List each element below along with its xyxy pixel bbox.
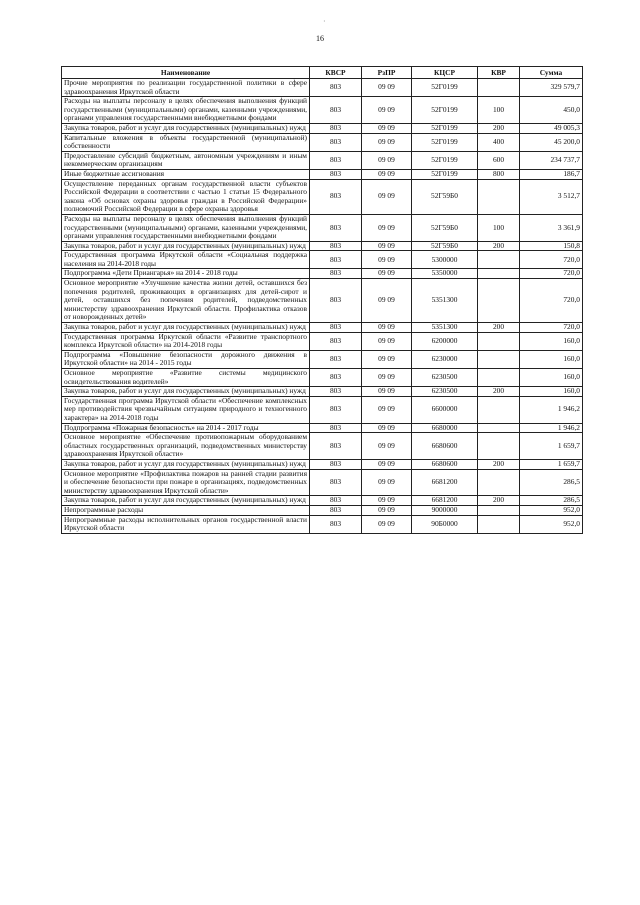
cell-name: Осуществление переданных органам государственной власти субъектов Российской Федерации в соответствии с частью 1 статьи 15 Федерального закона «Об основах охраны здоровья граждан в Российской Федерации» полномочий Российской Федерации в сфере охраны здоровья	[62, 179, 310, 214]
cell-rzpr: 09 09	[362, 179, 412, 214]
cell-name: Закупка товаров, работ и услуг для государственных (муниципальных) нужд	[62, 387, 310, 397]
cell-kvr: 100	[478, 214, 520, 241]
cell-name: Государственная программа Иркутской области «Социальная поддержка населения на 2014-2018 годы	[62, 251, 310, 269]
cell-kcsr: 6600000	[412, 396, 478, 423]
cell-name: Предоставление субсидий бюджетным, автономным учреждениям и иным некоммерческим организациям	[62, 151, 310, 169]
cell-name: Закупка товаров, работ и услуг для государственных (муниципальных) нужд	[62, 496, 310, 506]
cell-kvsr: 803	[310, 433, 362, 460]
cell-kcsr: 5351300	[412, 279, 478, 323]
cell-kvsr: 803	[310, 496, 362, 506]
cell-name: Закупка товаров, работ и услуг для государственных (муниципальных) нужд	[62, 123, 310, 133]
cell-kvsr: 803	[310, 387, 362, 397]
cell-sum: 3 512,7	[520, 179, 583, 214]
cell-name: Капитальные вложения в объекты государственной (муниципальной) собственности	[62, 133, 310, 151]
cell-rzpr: 09 09	[362, 97, 412, 124]
table-row	[62, 251, 583, 269]
cell-name: Закупка товаров, работ и услуг для государственных (муниципальных) нужд	[62, 459, 310, 469]
cell-name: Прочие мероприятия по реализации государственной политики в сфере здравоохранения Иркутской области	[62, 79, 310, 97]
page-number: 16	[316, 34, 324, 43]
cell-kvr	[478, 469, 520, 496]
cell-kcsr: 5350000	[412, 269, 478, 279]
margin-mark: ·	[323, 17, 326, 26]
cell-sum: 234 737,7	[520, 151, 583, 169]
cell-kvr: 200	[478, 123, 520, 133]
table-row	[62, 350, 583, 368]
cell-kvr: 200	[478, 323, 520, 333]
cell-sum: 3 361,9	[520, 214, 583, 241]
cell-rzpr: 09 09	[362, 369, 412, 387]
header-kvr: КВР	[478, 67, 520, 79]
cell-kcsr: 52Г0199	[412, 169, 478, 179]
cell-sum: 160,0	[520, 350, 583, 368]
cell-name: Непрограммные расходы	[62, 505, 310, 515]
table-row	[62, 396, 583, 423]
cell-kcsr: 6230500	[412, 387, 478, 397]
cell-kcsr: 52Г0199	[412, 97, 478, 124]
cell-kvr	[478, 279, 520, 323]
cell-kvsr: 803	[310, 459, 362, 469]
cell-name: Закупка товаров, работ и услуг для государственных (муниципальных) нужд	[62, 241, 310, 251]
cell-rzpr: 09 09	[362, 269, 412, 279]
cell-sum: 286,5	[520, 496, 583, 506]
cell-kvsr: 803	[310, 323, 362, 333]
cell-kcsr: 6200000	[412, 332, 478, 350]
cell-kcsr: 6230500	[412, 369, 478, 387]
cell-name: Основное мероприятие «Улучшение качества жизни детей, оставшихся без попечения родителей, проживающих в организациях для детей-сирот и детей, оставшихся без попечения родителей, подведомственных министерству здравоохранения Иркутской области. Профилактика отказов от новорожденных детей»	[62, 279, 310, 323]
cell-rzpr: 09 09	[362, 151, 412, 169]
cell-name: Непрограммные расходы исполнительных органов государственной власти Иркутской области	[62, 515, 310, 533]
cell-kvsr: 803	[310, 269, 362, 279]
cell-rzpr: 09 09	[362, 396, 412, 423]
cell-sum: 150,8	[520, 241, 583, 251]
cell-kcsr: 52Г59Б0	[412, 214, 478, 241]
table-row	[62, 179, 583, 214]
table-row	[62, 151, 583, 169]
cell-name: Государственная программа Иркутской области «Развитие транспортного комплекса Иркутской области» на 2014-2018 годы	[62, 332, 310, 350]
cell-name: Расходы на выплаты персоналу в целях обеспечения выполнения функций государственными (муниципальными) органами, казенными учреждениями, органами управления государственными внебюджетными фондами	[62, 97, 310, 124]
cell-sum: 160,0	[520, 369, 583, 387]
cell-name: Расходы на выплаты персоналу в целях обеспечения выполнения функций государственными (муниципальными) органами, казенными учреждениями, органами управления государственными внебюджетными фондами	[62, 214, 310, 241]
cell-rzpr: 09 09	[362, 350, 412, 368]
cell-kcsr: 52Г59Б0	[412, 179, 478, 214]
cell-sum: 720,0	[520, 251, 583, 269]
cell-sum: 1 659,7	[520, 459, 583, 469]
cell-kvr	[478, 369, 520, 387]
cell-sum: 329 579,7	[520, 79, 583, 97]
cell-rzpr: 09 09	[362, 433, 412, 460]
table-row	[62, 169, 583, 179]
table-row	[62, 505, 583, 515]
cell-sum: 720,0	[520, 269, 583, 279]
cell-kvsr: 803	[310, 179, 362, 214]
table-row	[62, 332, 583, 350]
cell-rzpr: 09 09	[362, 515, 412, 533]
cell-kcsr: 90Б0000	[412, 515, 478, 533]
cell-name: Государственная программа Иркутской области «Обеспечение комплексных мер противодействия чрезвычайным ситуациям природного и техногенного характера» на 2014-2018 годы	[62, 396, 310, 423]
cell-kvr	[478, 505, 520, 515]
cell-name: Основное мероприятие «Обеспечение противопожарным оборудованием областных государственных организаций, подведомственных министерству здравоохранения Иркутской области»	[62, 433, 310, 460]
cell-kvsr: 803	[310, 133, 362, 151]
cell-sum: 1 946,2	[520, 423, 583, 433]
cell-kvsr: 803	[310, 97, 362, 124]
cell-kvr: 800	[478, 169, 520, 179]
cell-kvr	[478, 433, 520, 460]
cell-sum: 45 200,0	[520, 133, 583, 151]
cell-kvr: 400	[478, 133, 520, 151]
cell-rzpr: 09 09	[362, 332, 412, 350]
cell-kcsr: 6680000	[412, 423, 478, 433]
cell-kvsr: 803	[310, 214, 362, 241]
cell-kcsr: 52Г0199	[412, 79, 478, 97]
table-row	[62, 433, 583, 460]
cell-sum: 450,0	[520, 97, 583, 124]
cell-rzpr: 09 09	[362, 79, 412, 97]
cell-rzpr: 09 09	[362, 251, 412, 269]
cell-sum: 186,7	[520, 169, 583, 179]
cell-name: Подпрограмма «Дети Приангарья» на 2014 - 2018 годы	[62, 269, 310, 279]
cell-kcsr: 9000000	[412, 505, 478, 515]
header-rzpr: РзПР	[362, 67, 412, 79]
header-kvsr: КВСР	[310, 67, 362, 79]
table-row	[62, 496, 583, 506]
cell-kvsr: 803	[310, 469, 362, 496]
cell-sum: 952,0	[520, 515, 583, 533]
cell-kcsr: 5351300	[412, 323, 478, 333]
table-row	[62, 323, 583, 333]
cell-kvsr: 803	[310, 151, 362, 169]
cell-sum: 1 946,2	[520, 396, 583, 423]
cell-rzpr: 09 09	[362, 423, 412, 433]
cell-rzpr: 09 09	[362, 459, 412, 469]
cell-sum: 720,0	[520, 323, 583, 333]
cell-rzpr: 09 09	[362, 123, 412, 133]
cell-sum: 286,5	[520, 469, 583, 496]
header-name: Наименование	[62, 67, 310, 79]
cell-kvr: 100	[478, 97, 520, 124]
cell-rzpr: 09 09	[362, 496, 412, 506]
cell-kvr: 200	[478, 496, 520, 506]
cell-kcsr: 52Г59Б0	[412, 241, 478, 251]
cell-kvsr: 803	[310, 251, 362, 269]
cell-kvsr: 803	[310, 423, 362, 433]
cell-name: Основное мероприятие «Развитие системы медицинского освидетельствования водителей»	[62, 369, 310, 387]
table-row	[62, 369, 583, 387]
cell-kvr: 200	[478, 387, 520, 397]
cell-kvsr: 803	[310, 396, 362, 423]
cell-kcsr: 5300000	[412, 251, 478, 269]
cell-name: Основное мероприятие «Профилактика пожаров на ранней стадии развития и обеспечение безопасности при пожаре в организациях, подведомственных министерству здравоохранения Иркутской области»	[62, 469, 310, 496]
cell-name: Подпрограмма «Пожарная безопасность» на 2014 - 2017 годы	[62, 423, 310, 433]
cell-kcsr: 52Г0199	[412, 151, 478, 169]
table-row	[62, 133, 583, 151]
cell-kcsr: 6230000	[412, 350, 478, 368]
table-body	[62, 79, 583, 534]
cell-kcsr: 6681200	[412, 496, 478, 506]
cell-sum: 1 659,7	[520, 433, 583, 460]
cell-rzpr: 09 09	[362, 505, 412, 515]
cell-rzpr: 09 09	[362, 133, 412, 151]
table-row	[62, 214, 583, 241]
cell-kvsr: 803	[310, 515, 362, 533]
table-row	[62, 469, 583, 496]
cell-name: Иные бюджетные ассигнования	[62, 169, 310, 179]
budget-table	[61, 66, 583, 534]
cell-kvsr: 803	[310, 123, 362, 133]
cell-kvr	[478, 251, 520, 269]
cell-name: Подпрограмма «Повышение безопасности дорожного движения в Иркутской области» на 2014 - 2015 годы	[62, 350, 310, 368]
header-sum: Сумма	[520, 67, 583, 79]
table-row	[62, 97, 583, 124]
cell-kvsr: 803	[310, 369, 362, 387]
cell-rzpr: 09 09	[362, 469, 412, 496]
cell-kvr	[478, 332, 520, 350]
cell-kvr	[478, 396, 520, 423]
cell-kvr: 600	[478, 151, 520, 169]
cell-kvsr: 803	[310, 350, 362, 368]
cell-kcsr: 6681200	[412, 469, 478, 496]
cell-rzpr: 09 09	[362, 214, 412, 241]
cell-rzpr: 09 09	[362, 279, 412, 323]
cell-sum: 720,0	[520, 279, 583, 323]
cell-kcsr: 6680600	[412, 433, 478, 460]
cell-rzpr: 09 09	[362, 323, 412, 333]
cell-kvr	[478, 269, 520, 279]
cell-kvr	[478, 179, 520, 214]
cell-kvsr: 803	[310, 79, 362, 97]
cell-kcsr: 52Г0199	[412, 133, 478, 151]
cell-name: Закупка товаров, работ и услуг для государственных (муниципальных) нужд	[62, 323, 310, 333]
budget-table-container	[61, 66, 582, 534]
cell-rzpr: 09 09	[362, 169, 412, 179]
cell-kvr	[478, 350, 520, 368]
cell-kvsr: 803	[310, 505, 362, 515]
cell-kcsr: 52Г0199	[412, 123, 478, 133]
cell-kvr: 200	[478, 241, 520, 251]
cell-kcsr: 6680600	[412, 459, 478, 469]
cell-kvsr: 803	[310, 332, 362, 350]
cell-kvr: 200	[478, 459, 520, 469]
table-row	[62, 279, 583, 323]
cell-kvr	[478, 423, 520, 433]
cell-kvr	[478, 515, 520, 533]
cell-kvsr: 803	[310, 279, 362, 323]
table-row	[62, 515, 583, 533]
cell-sum: 49 005,3	[520, 123, 583, 133]
table-header-row	[62, 67, 583, 79]
cell-kvsr: 803	[310, 241, 362, 251]
cell-rzpr: 09 09	[362, 241, 412, 251]
table-row	[62, 387, 583, 397]
cell-sum: 160,0	[520, 332, 583, 350]
header-kcsr: КЦСР	[412, 67, 478, 79]
cell-sum: 952,0	[520, 505, 583, 515]
cell-sum: 160,0	[520, 387, 583, 397]
cell-kvr	[478, 79, 520, 97]
table-row	[62, 79, 583, 97]
table-row	[62, 123, 583, 133]
cell-rzpr: 09 09	[362, 387, 412, 397]
cell-kvsr: 803	[310, 169, 362, 179]
table-row	[62, 459, 583, 469]
